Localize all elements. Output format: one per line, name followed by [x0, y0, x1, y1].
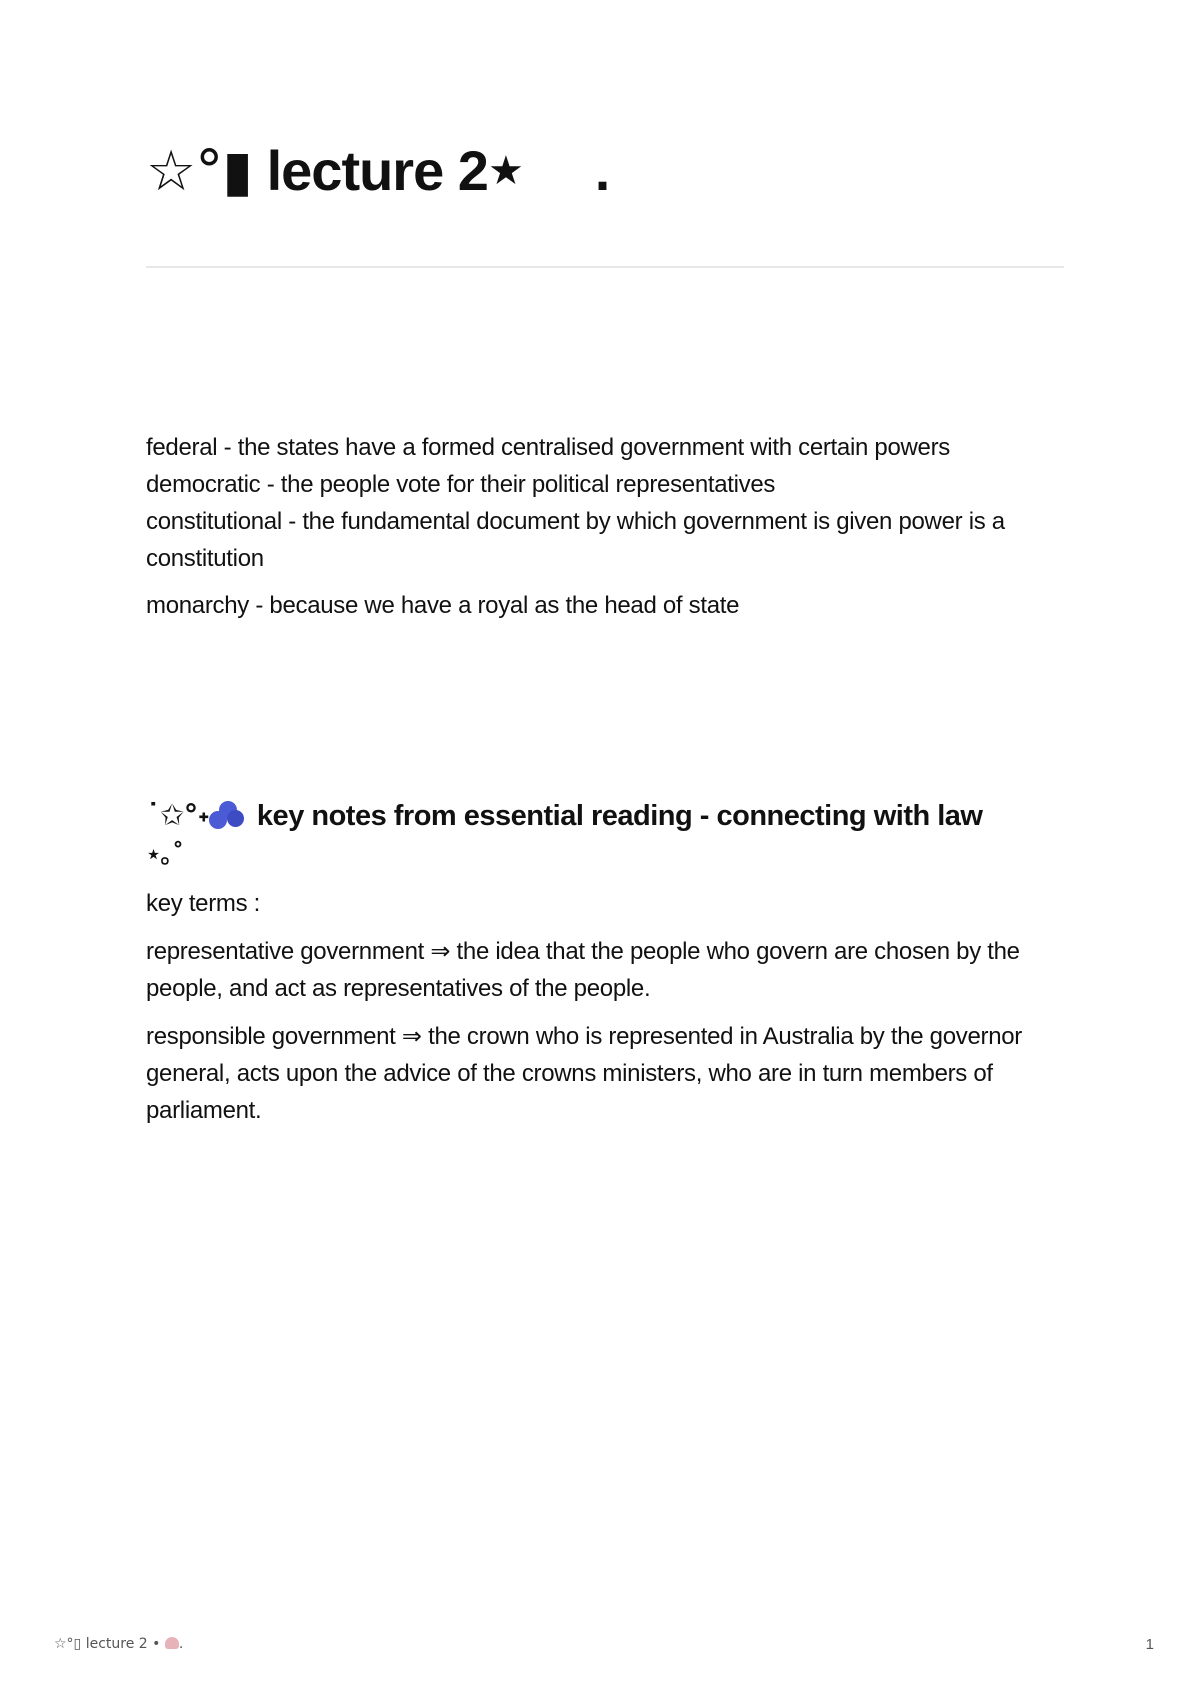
title-text: lecture 2: [252, 139, 488, 202]
heading-decoration: ˙✩°˖: [146, 798, 210, 832]
definitions-block: [146, 429, 1066, 624]
definition-constitutional: constitutional - the fundamental document by which government is given power is a constitution: [146, 508, 1005, 572]
blueberries-icon: [209, 801, 245, 829]
key-terms-label: key terms :: [146, 890, 261, 917]
footer-title: [54, 1636, 183, 1652]
definition-monarchy: monarchy - because we have a royal as the head of state: [146, 592, 740, 619]
star-icon: ★: [487, 148, 523, 194]
notes-block: [146, 885, 1066, 1129]
definition-democratic: democratic - the people vote for their political representatives: [146, 471, 776, 498]
title-dot: .: [594, 139, 610, 202]
section-heading: [146, 797, 1066, 873]
definition-federal: federal - the states have a formed centralised government with certain powers: [146, 434, 950, 461]
document-title: [146, 140, 609, 203]
shell-icon: [165, 1637, 179, 1649]
footer-title-text: ☆°▯ lecture 2 •: [54, 1636, 161, 1652]
heading-text: key notes from essential reading - connecting with law: [249, 800, 983, 832]
footer-title-dot: .: [178, 1636, 184, 1652]
page-number: 1: [1145, 1636, 1154, 1653]
note-responsible-government: responsible government ⇒ the crown who is represented in Australia by the governor general, acts upon the advice of the crowns ministers, who are in turn members of parliament.: [146, 1023, 1022, 1124]
note-representative-government: representative government ⇒ the idea that the people who govern are chosen by the people, and act as representatives of the people.: [146, 938, 1020, 1002]
title-divider: [146, 266, 1064, 268]
title-decoration: ☆°▮: [146, 139, 253, 204]
heading-trailing-decoration: ⋆｡˚: [146, 840, 184, 868]
